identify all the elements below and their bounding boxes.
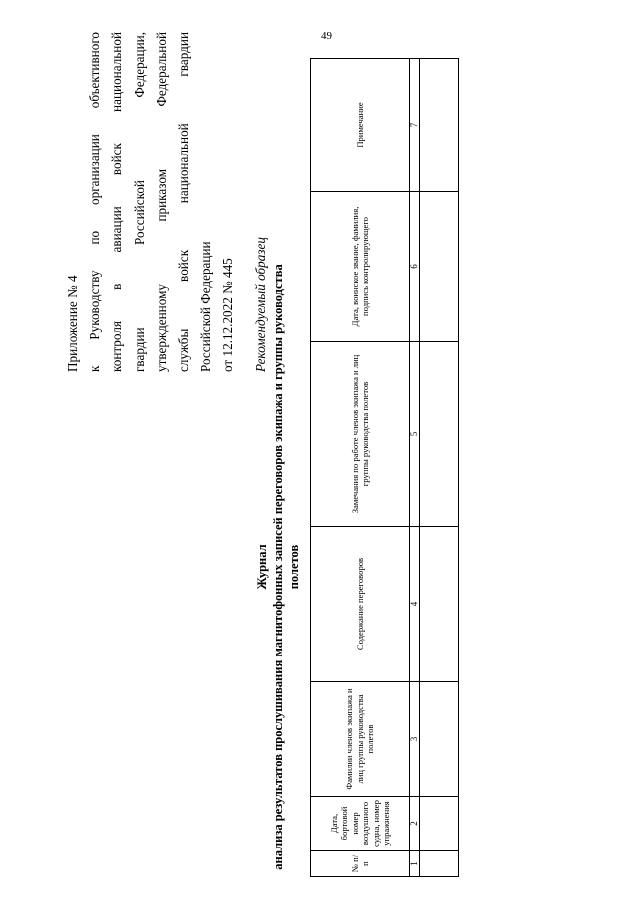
column-number: 5 [410,342,420,527]
column-header: Фамилии членов экипажа и лиц группы руководства полетов [311,682,410,797]
journal-table [310,58,459,877]
column-number: 3 [410,682,420,797]
document-body [0,22,640,877]
table-cell [420,851,459,877]
appendix-line: от 12.12.2022 № 445 [220,258,236,372]
column-header: № п/п [311,851,410,877]
table-cell [420,527,459,682]
table-cell [420,59,459,192]
column-number: 7 [410,59,420,192]
appendix-line: гвардии Российской Федерации, [131,32,147,372]
column-number: 6 [410,192,420,342]
column-header: Содержание переговоров [311,527,410,682]
table-row [420,59,459,877]
appendix-title: Приложение № 4 [65,275,80,372]
journal-subtitle: полетов [287,544,301,590]
journal-title [254,257,302,877]
column-header: Дата, бортовой номер воздушного судна, номер упражнения [311,797,410,851]
table-header-row [311,59,410,877]
column-header: Дата, воинское звание, фамилия, подпись контролирующего [311,192,410,342]
column-number: 1 [410,851,420,877]
appendix-block [62,32,272,372]
appendix-line: службы войск национальной гвардии [176,32,192,372]
journal-subtitle: анализа результатов прослушивания магнитофонных записей переговоров экипажа и группы руководства [271,264,285,870]
column-number: 4 [410,527,420,682]
appendix-line: контроля в авиации войск национальной [109,32,125,372]
table-cell [420,192,459,342]
appendix-line: утвержденному приказом Федеральной [153,32,169,372]
sample-label: Рекомендуемый образец [252,237,268,372]
table-cell [420,342,459,527]
column-header: Примечание [311,59,410,192]
column-number-row [410,59,420,877]
table-cell [420,682,459,797]
appendix-line: к Руководству по организации объективного [87,32,103,372]
column-header: Замечания по работе членов экипажа и лиц группы руководства полетов [311,342,410,527]
journal-heading: Журнал [255,544,269,590]
table-cell [420,797,459,851]
column-number: 2 [410,797,420,851]
page-number: 49 [321,30,332,42]
appendix-line: Российской Федерации [198,241,214,372]
